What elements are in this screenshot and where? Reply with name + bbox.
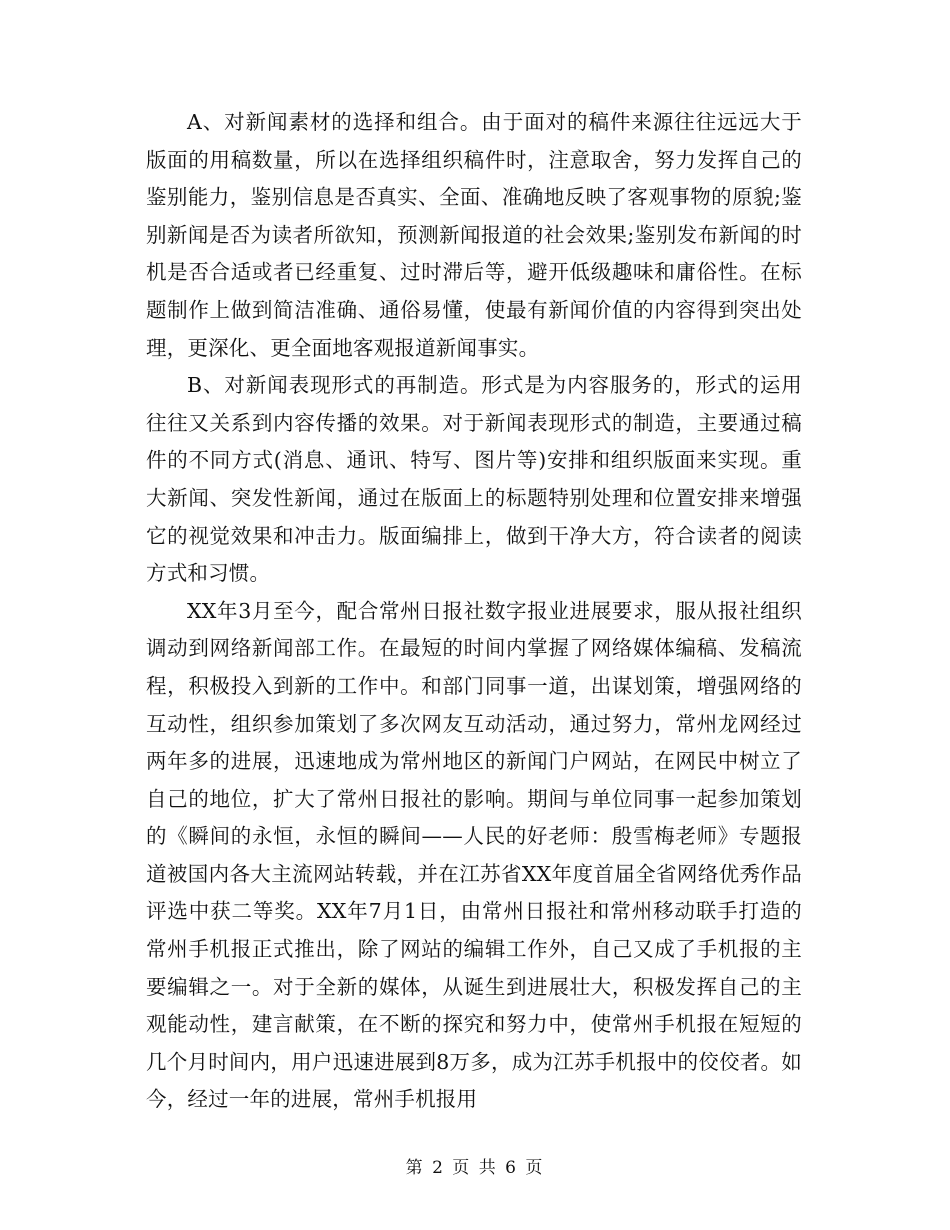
paragraph-c: XX年3月至今，配合常州日报社数字报业进展要求，服从报社组织调动到网络新闻部工作。在最短的时间内掌握了网络媒体编稿、发稿流程，积极投入到新的工作中。和部门同事一道，出谋划策，增强网络的互动性，组织参加策划了多次网友互动活动，通过努力，常州龙网经过两年多的进展，迅速地成为常州地区的新闻门户网站，在网民中树立了自己的地位，扩大了常州日报社的影响。期间与单位同事一起参加策划的《瞬间的永恒，永恒的瞬间——人民的好老师：殷雪梅老师》专题报道被国内各大主流网站转载，并在江苏省XX年度首届全省网络优秀作品评选中获二等奖。XX年7月1日，由常州日报社和常州移动联手打造的常州手机报正式推出，除了网站的编辑工作外，自己又成了手机报的主要编辑之一。对于全新的媒体，从诞生到进展壮大，积极发挥自己的主观能动性，建言献策，在不断的探究和努力中，使常州手机报在短短的几个月时间内，用户迅速进展到8万多，成为江苏手机报中的佼佼者。如今，经过一年的进展，常州手机报用 xyxy=(146,598,802,1112)
paragraph-b: B、对新闻表现形式的再制造。形式是为内容服务的，形式的运用往往又关系到内容传播的效果。对于新闻表现形式的制造，主要通过稿件的不同方式(消息、通讯、特写、图片等)安排和组织版面来实现。重大新闻、突发性新闻，通过在版面上的标题特别处理和位置安排来增强它的视觉效果和冲击力。版面编排上，做到干净大方，符合读者的阅读方式和习惯。 xyxy=(146,373,802,586)
page-number-footer: 第 2 页 共 6 页 xyxy=(405,1158,545,1178)
paragraph-a: A、对新闻素材的选择和组合。由于面对的稿件来源往往远远大于版面的用稿数量，所以在选择组织稿件时，注意取舍，努力发挥自己的鉴别能力，鉴别信息是否真实、全面、准确地反映了客观事物的原貌;鉴别新闻是否为读者所欲知，预测新闻报道的社会效果;鉴别发布新闻的时机是否合适或者已经重复、过时滞后等，避开低级趣味和庸俗性。在标题制作上做到简洁准确、通俗易懂，使最有新闻价值的内容得到突出处理，更深化、更全面地客观报道新闻事实。 xyxy=(146,110,802,360)
document-body xyxy=(146,104,802,1119)
